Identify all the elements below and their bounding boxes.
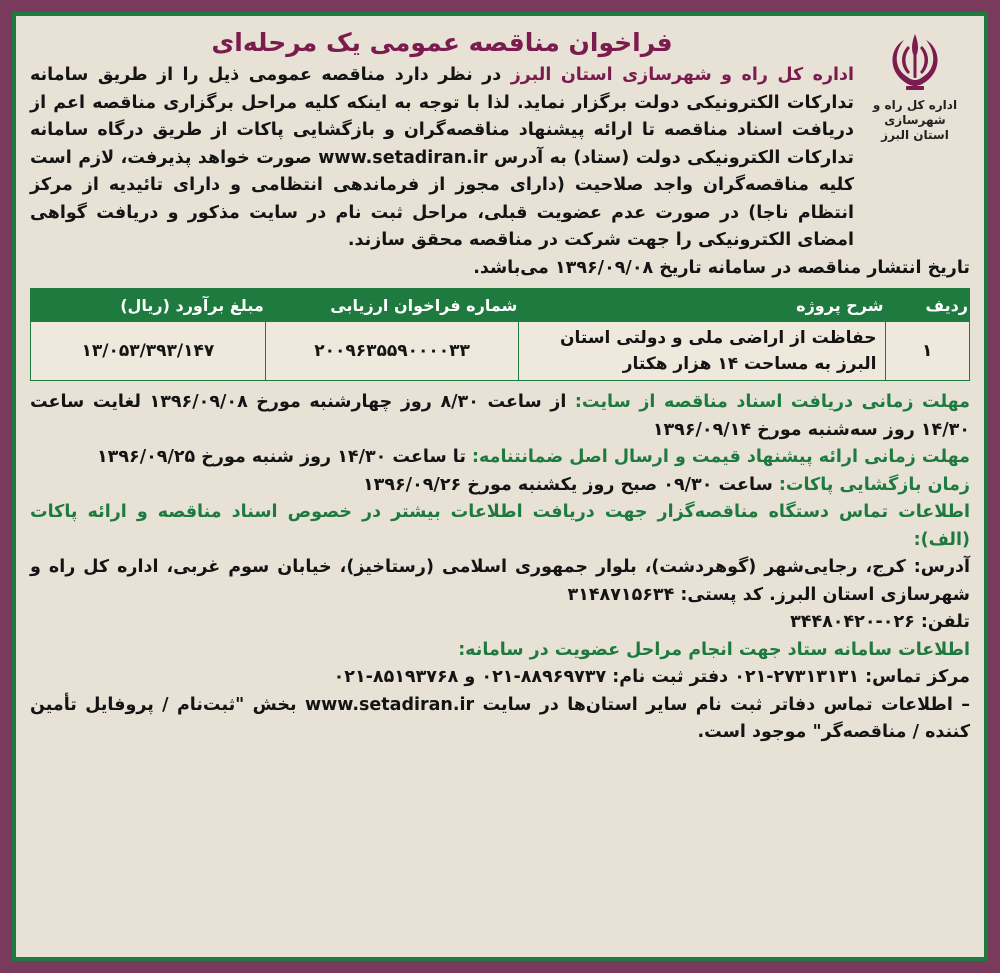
col-header-estimate: مبلغ برآورد (ریال) — [31, 289, 266, 322]
cell-estimate: ۱۳/۰۵۳/۳۹۳/۱۴۷ — [31, 322, 266, 381]
intro-body: در نظر دارد مناقصه عمومی ذیل را از طریق سامانه تدارکات الکترونیکی دولت برگزار نماید. لذا با توجه به اینکه کلیه مراحل برگزاری مناقصه اعم از دریافت اسناد مناقصه تا ارائه پیشنهاد مناقصه‌گران و بازگشایی پاکات از طریق درگاه سامانه تدارکات الکترونیکی دولت (ستاد) به آدرس www.setadiran.ir صورت خواهد پذیرفت، لازم است کلیه مناقصه‌گران واجد صلاحیت (دارای مجوز از فرماندهی انتظامی و دارای تائیدیه از مرکز انتظام ناجا) در صورت عدم عضویت قبلی، مراحل ثبت نام در سایت مذکور و دریافت گواهی امضای الکترونیکی را جهت شرکت در مناقصه محقق سازند. — [30, 65, 854, 250]
col-header-call-number: شماره فراخوان ارزیابی — [265, 289, 519, 322]
tender-notice — [30, 24, 970, 747]
intro-block — [30, 24, 854, 255]
table-header-row — [31, 289, 970, 322]
deadline-bid-label: مهلت زمانی ارائه پیشنهاد قیمت و ارسال اصل ضمانتنامه: — [472, 447, 970, 467]
deadline-docs-value: از ساعت ۸/۳۰ روز چهارشنبه مورخ ۱۳۹۶/۰۹/۰۸ لغایت ساعت ۱۴/۳۰ روز سه‌شنبه مورخ ۱۳۹۶/۰۹/۱۴ — [30, 392, 970, 440]
org-name-line1: اداره کل راه و شهرسازی — [872, 98, 958, 127]
notice-title: فراخوان مناقصه عمومی یک مرحله‌ای — [211, 28, 673, 57]
org-name-line2: استان البرز — [881, 128, 949, 142]
col-header-row-number: ردیف — [885, 289, 970, 322]
cell-description: حفاظت از اراضی ملی و دولتی استان البرز به مساحت ۱۴ هزار هکتار — [519, 322, 885, 381]
phone-line: تلفن: ۰۲۶-۳۴۴۸۰۴۲۰ — [790, 612, 970, 632]
deadline-docs-label: مهلت زمانی دریافت اسناد مناقصه از سایت: — [574, 392, 971, 412]
ad-inner-border — [12, 12, 988, 961]
opening-time — [30, 472, 970, 500]
address-line: آدرس: کرج، رجایی‌شهر (گوهردشت)، بلوار جمهوری اسلامی (رستاخیز)، خیابان سوم غربی، اداره کل راه و شهرسازی استان البرز. کد پستی: ۳۱۴۸۷۱۵۶۳۴ — [30, 557, 970, 605]
deadline-bid-value: تا ساعت ۱۴/۳۰ روز شنبه مورخ ۱۳۹۶/۰۹/۲۵ — [96, 447, 473, 467]
header-row — [30, 24, 970, 255]
intro-lead: اداره کل راه و شهرسازی استان البرز — [510, 65, 854, 85]
tender-table — [30, 288, 970, 381]
contact-heading: اطلاعات تماس دستگاه مناقصه‌گزار جهت دریافت اطلاعات بیشتر در خصوص اسناد مناقصه و ارائه پاکات (الف): — [30, 502, 970, 550]
setad-info-line: – اطلاعات تماس دفاتر ثبت نام سایر استان‌ها در سایت www.setadiran.ir بخش "ثبت‌نام / پروفایل تأمین کننده / مناقصه‌گر" موجود است. — [30, 694, 970, 742]
org-logo — [860, 24, 970, 143]
intro-paragraph — [30, 62, 854, 255]
iran-emblem-icon — [878, 30, 952, 96]
publish-date-line: تاریخ انتشار مناقصه در سامانه تاریخ ۱۳۹۶/۰۹/۰۸ می‌باشد. — [473, 257, 970, 278]
col-header-description: شرح پروژه — [519, 289, 885, 322]
cell-call-number: ۲۰۰۹۶۳۵۵۹۰۰۰۰۳۳ — [265, 322, 519, 381]
deadline-bid — [30, 444, 970, 472]
table-row — [31, 322, 970, 381]
cell-row-number: ۱ — [885, 322, 970, 381]
deadline-docs — [30, 389, 970, 444]
opening-value: ساعت ۰۹/۳۰ صبح روز یکشنبه مورخ ۱۳۹۶/۰۹/۲۶ — [362, 474, 779, 495]
setad-heading: اطلاعات سامانه ستاد جهت انجام مراحل عضویت در سامانه: — [458, 639, 970, 660]
setad-contact-line: مرکز تماس: ۲۷۳۱۳۱۳۱-۰۲۱ دفتر ثبت نام: ۸۸۹۶۹۷۳۷-۰۲۱ و ۸۵۱۹۳۷۶۸-۰۲۱ — [333, 667, 970, 687]
opening-label: زمان بازگشایی پاکات: — [778, 474, 970, 495]
